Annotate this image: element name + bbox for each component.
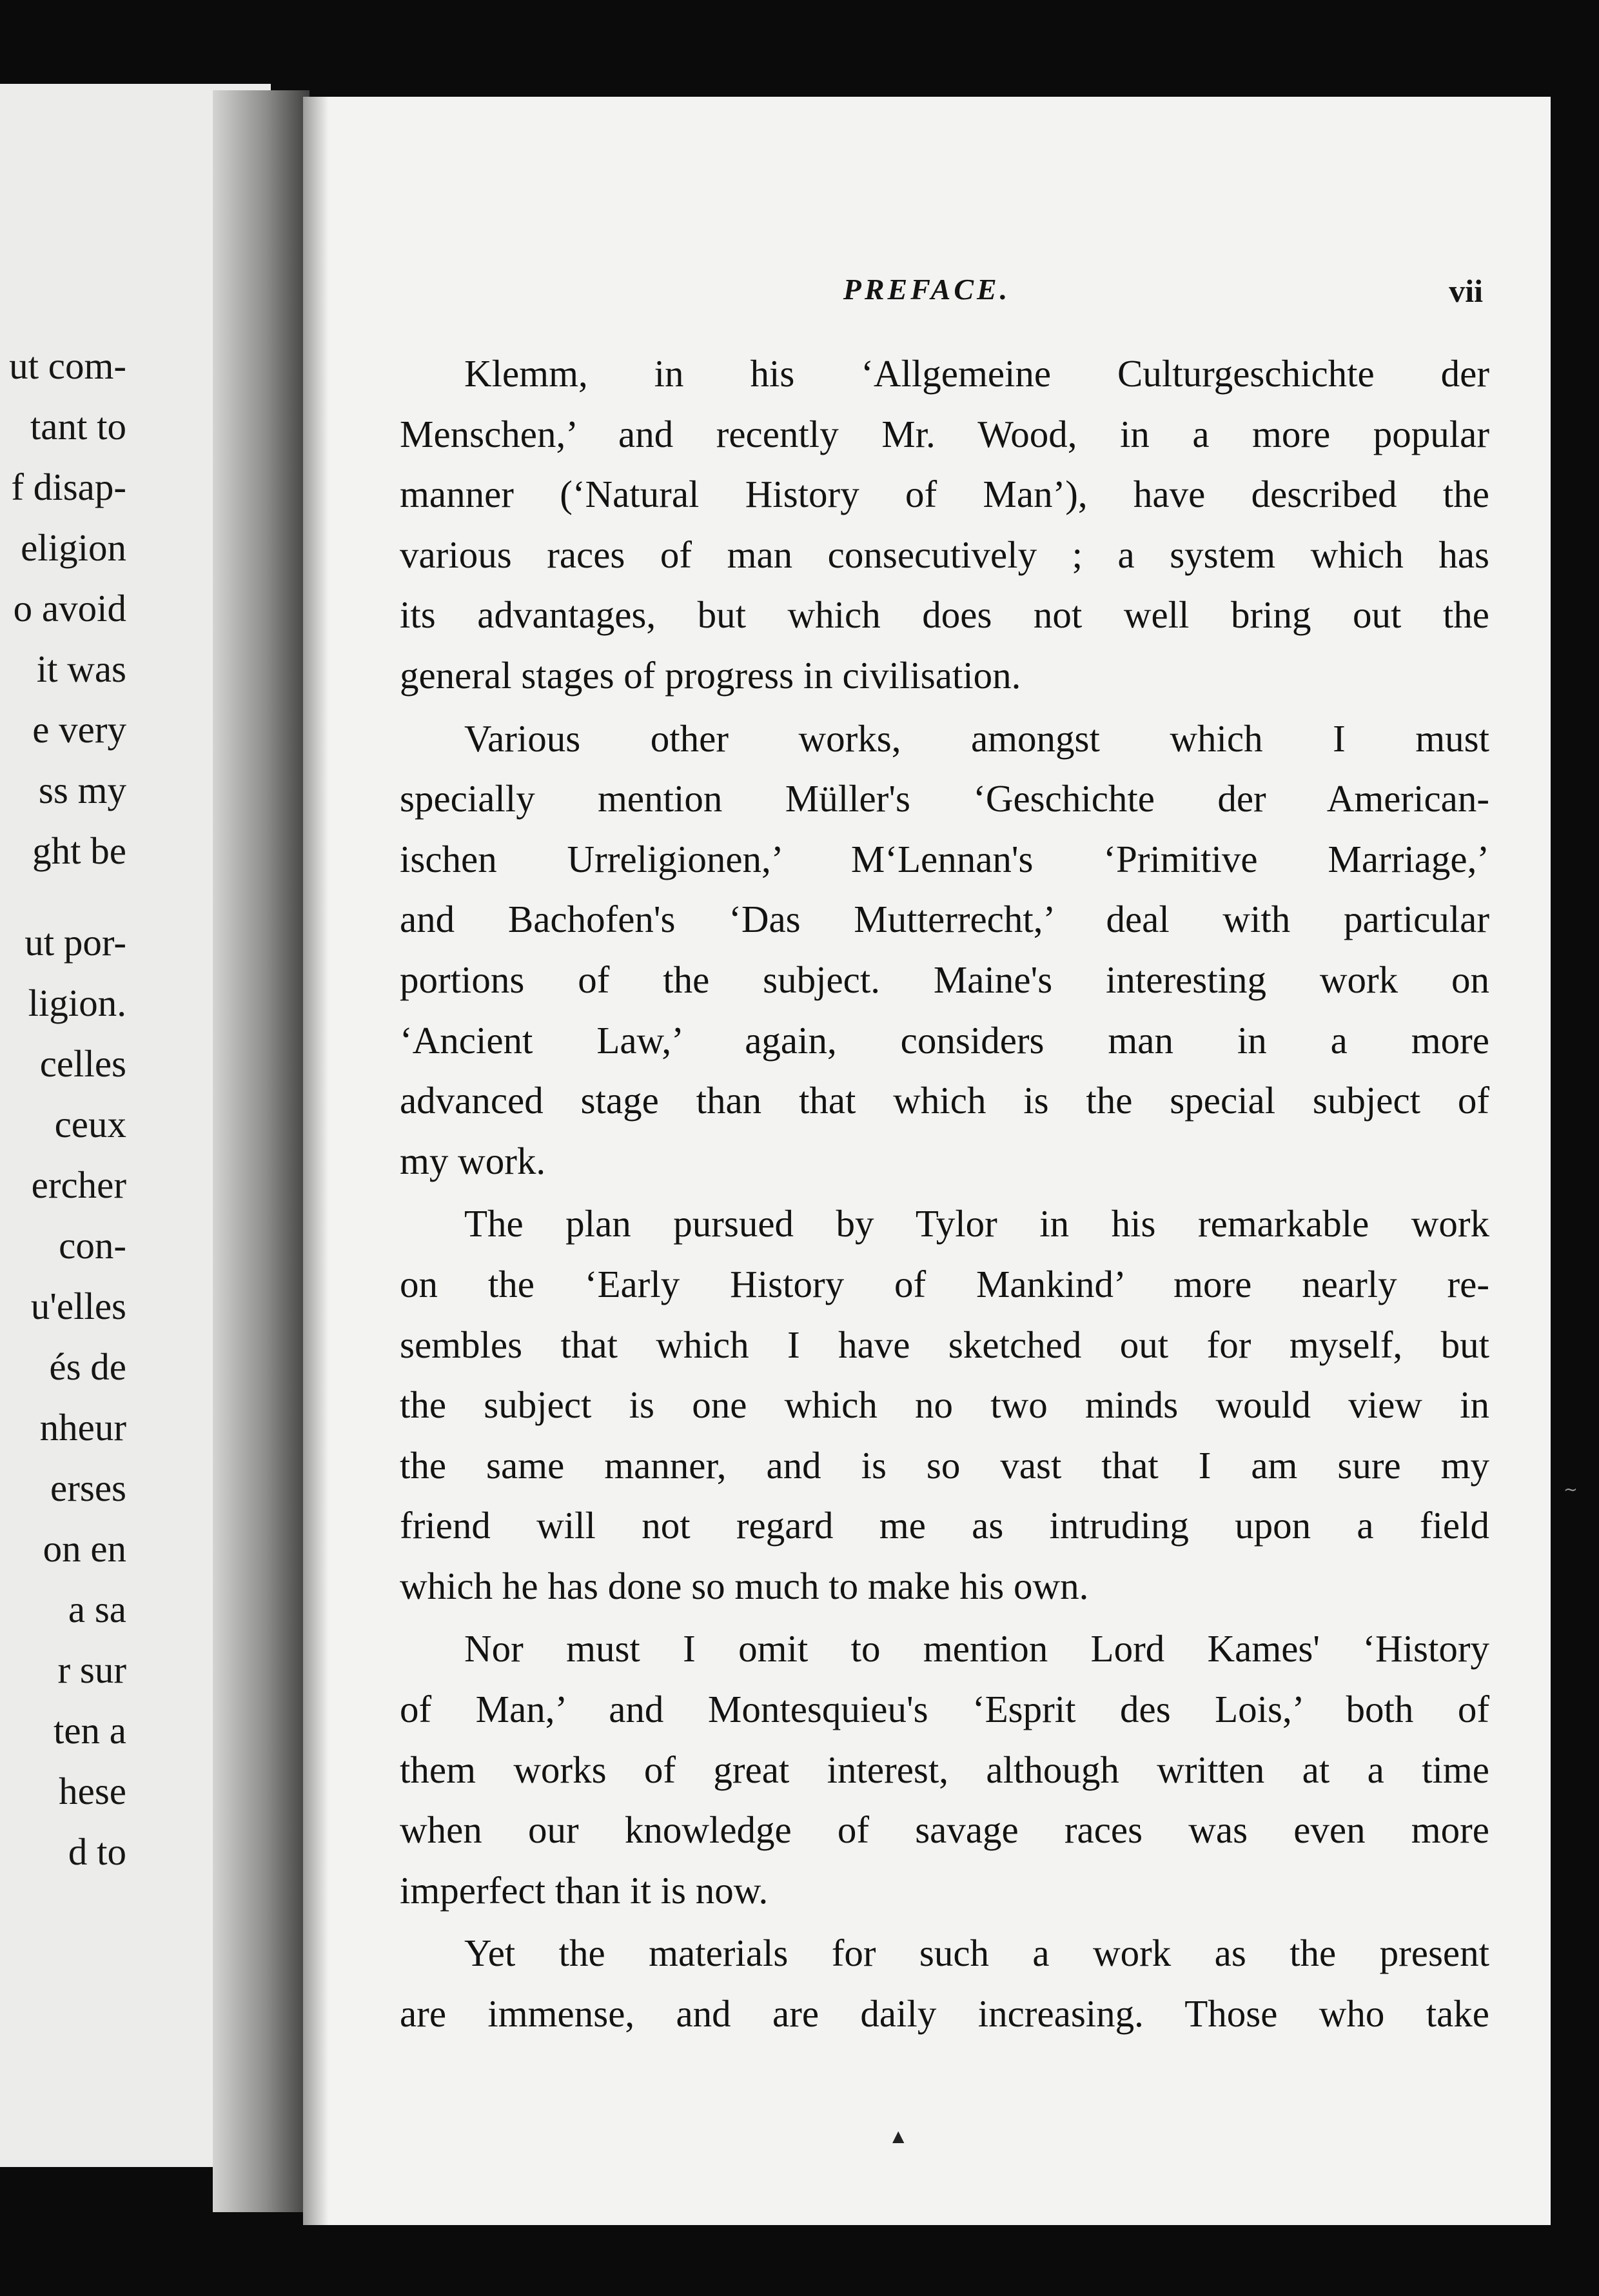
left-page-line: ten a — [53, 1709, 126, 1752]
text-line: manner (‘Natural History of Man’), have described the — [400, 473, 1489, 516]
text-line: its advantages, but which does not well bring out the — [400, 593, 1489, 637]
left-page-line: e very — [32, 708, 126, 751]
paragraph — [400, 709, 1489, 1192]
text-line: Menschen,’ and recently Mr. Wood, in a more popular — [400, 412, 1489, 455]
paragraph — [400, 1619, 1489, 1921]
text-line: of Man,’ and Montesquieu's ‘Esprit des Lois,’ both of — [400, 1688, 1489, 1731]
text-line: them works of great interest, although written at a time — [400, 1748, 1489, 1791]
left-page-line: és de — [49, 1345, 126, 1388]
text-line: ischen Urreligionen,’ M‘Lennan's ‘Primitive Marriage,’ — [400, 837, 1489, 880]
left-page-line: erses — [50, 1467, 126, 1509]
text-line: and Bachofen's ‘Das Mutterrecht,’ deal with particular — [400, 898, 1489, 941]
book-gutter — [213, 90, 309, 2212]
text-line: my work. — [400, 1139, 546, 1182]
text-line: general stages of progress in civilisation. — [400, 653, 1021, 697]
printer-signature-mark: ▲ — [892, 2127, 905, 2145]
page-edge-mark: ~ — [1564, 1480, 1578, 1499]
left-page-line: ligion. — [28, 982, 126, 1024]
text-line: on the ‘Early History of Mankind’ more nearly re- — [400, 1262, 1489, 1305]
text-line: Yet the materials for such a work as the present — [464, 1932, 1489, 1975]
right-page — [303, 97, 1551, 2225]
left-page-text — [0, 335, 126, 1882]
preface-body-text — [400, 344, 1489, 2044]
text-line: Klemm, in his ‘Allgemeine Culturgeschichte der — [464, 352, 1489, 395]
text-line: are immense, and are daily increasing. Those who take — [400, 1992, 1489, 2035]
left-page-line: f disap- — [11, 466, 126, 508]
text-line: the same manner, and is so vast that I am sure my — [400, 1443, 1489, 1487]
paragraph — [400, 1194, 1489, 1616]
left-page-line: u'elles — [30, 1285, 126, 1327]
left-page-line: it was — [36, 648, 126, 690]
left-page-line: a sa — [68, 1588, 126, 1630]
left-page-line: o avoid — [13, 587, 126, 629]
text-line: sembles that which I have sketched out for myself, but — [400, 1323, 1489, 1366]
text-line: Nor must I omit to mention Lord Kames' ‘History — [464, 1627, 1489, 1670]
left-page-line: ut por- — [25, 921, 126, 964]
page-number: vii — [1449, 273, 1483, 309]
text-line: the subject is one which no two minds would view in — [400, 1383, 1489, 1427]
text-line: specially mention Müller's ‘Geschichte der American- — [400, 777, 1489, 820]
text-line: various races of man consecutively ; a system which has — [400, 533, 1489, 576]
text-line: imperfect than it is now. — [400, 1868, 769, 1912]
left-page-line: ght be — [32, 829, 126, 872]
left-page-line: ercher — [31, 1163, 126, 1206]
left-page-line: con- — [59, 1224, 126, 1267]
running-title: PREFACE. — [843, 273, 1011, 306]
running-head — [303, 272, 1551, 324]
left-page-line — [0, 881, 126, 912]
text-line: portions of the subject. Maine's interesting work on — [400, 958, 1489, 1001]
left-page-line: ceux — [54, 1103, 126, 1145]
left-page-line: r sur — [57, 1648, 126, 1691]
text-line: friend will not regard me as intruding upon a field — [400, 1504, 1489, 1547]
paragraph — [400, 344, 1489, 706]
text-line: which he has done so much to make his own. — [400, 1564, 1089, 1607]
text-line: The plan pursued by Tylor in his remarkable work — [464, 1202, 1489, 1245]
left-page-line: d to — [68, 1830, 126, 1873]
text-line: Various other works, amongst which I must — [464, 717, 1489, 760]
left-page-line: ss my — [38, 769, 126, 811]
left-page-line: eligion — [21, 526, 126, 569]
text-line: advanced stage than that which is the special subject of — [400, 1079, 1489, 1122]
left-page-line: nheur — [39, 1406, 126, 1449]
text-line: ‘Ancient Law,’ again, considers man in a more — [400, 1018, 1489, 1062]
left-page-line: on en — [43, 1527, 126, 1570]
left-page-line: celles — [39, 1042, 126, 1085]
left-page-line: tant to — [30, 405, 126, 448]
left-page-line: ut com- — [9, 344, 126, 387]
paragraph — [400, 1923, 1489, 2044]
text-line: when our knowledge of savage races was even more — [400, 1808, 1489, 1852]
left-page-line: hese — [59, 1770, 126, 1812]
